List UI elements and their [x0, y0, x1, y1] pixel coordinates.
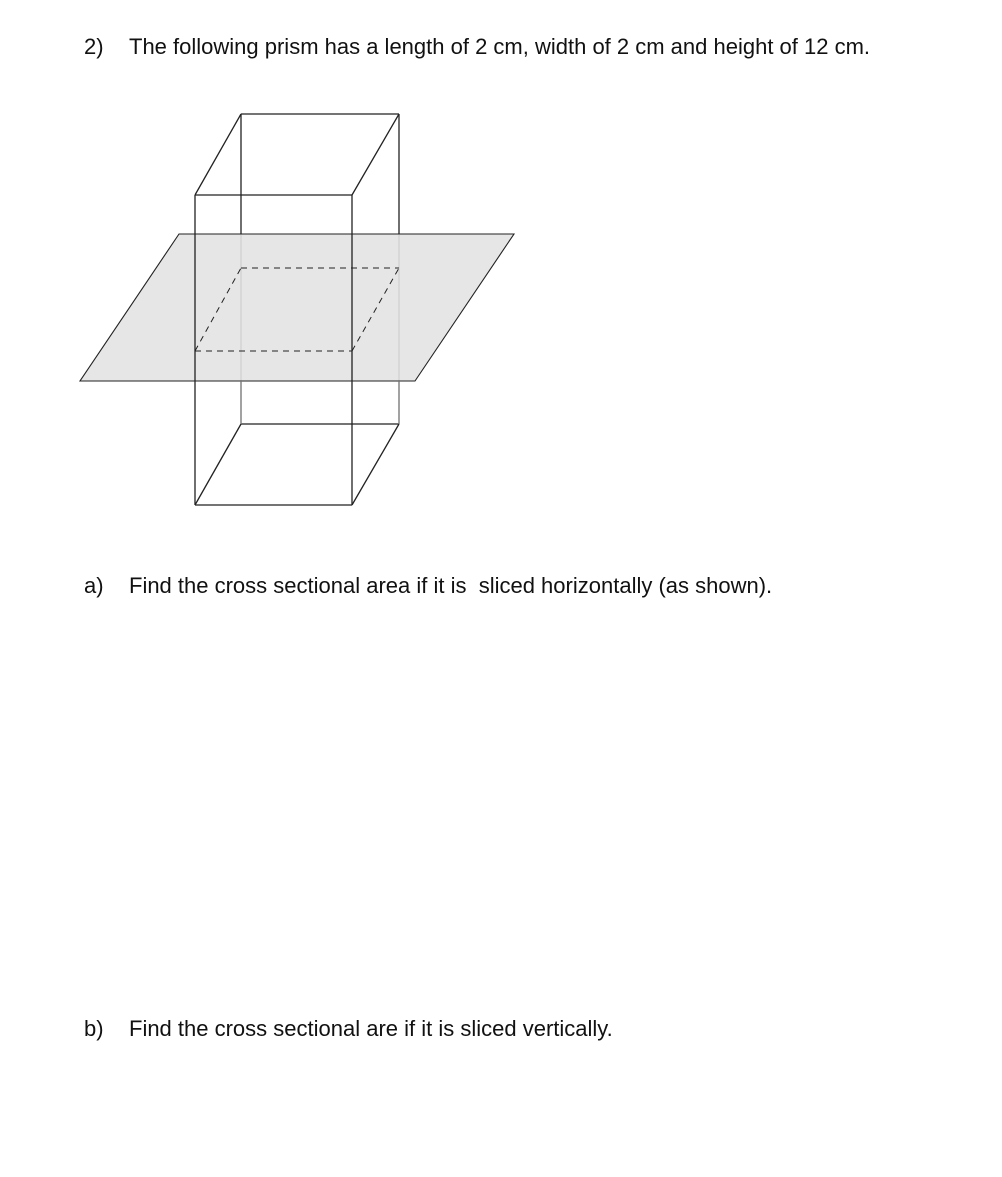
part-a-label: a): [84, 573, 104, 598]
part-a: [84, 572, 772, 600]
part-b-text: Find the cross sectional are if it is sliced vertically.: [129, 1016, 613, 1041]
question-text: The following prism has a length of 2 cm, width of 2 cm and height of 12 cm.: [129, 34, 871, 59]
prism-top-left-edge: [195, 114, 241, 195]
prism-bottom-right-edge: [352, 424, 399, 505]
part-b: [84, 1015, 613, 1043]
prism-top-right-edge: [352, 114, 399, 195]
prism-bottom-left-edge: [195, 424, 241, 505]
part-b-label: b): [84, 1016, 104, 1041]
part-a-text: Find the cross sectional area if it is sliced horizontally (as shown).: [129, 573, 773, 598]
prism-diagram: [0, 0, 600, 520]
question-number: 2): [84, 34, 104, 59]
slice-plane: [80, 234, 514, 381]
